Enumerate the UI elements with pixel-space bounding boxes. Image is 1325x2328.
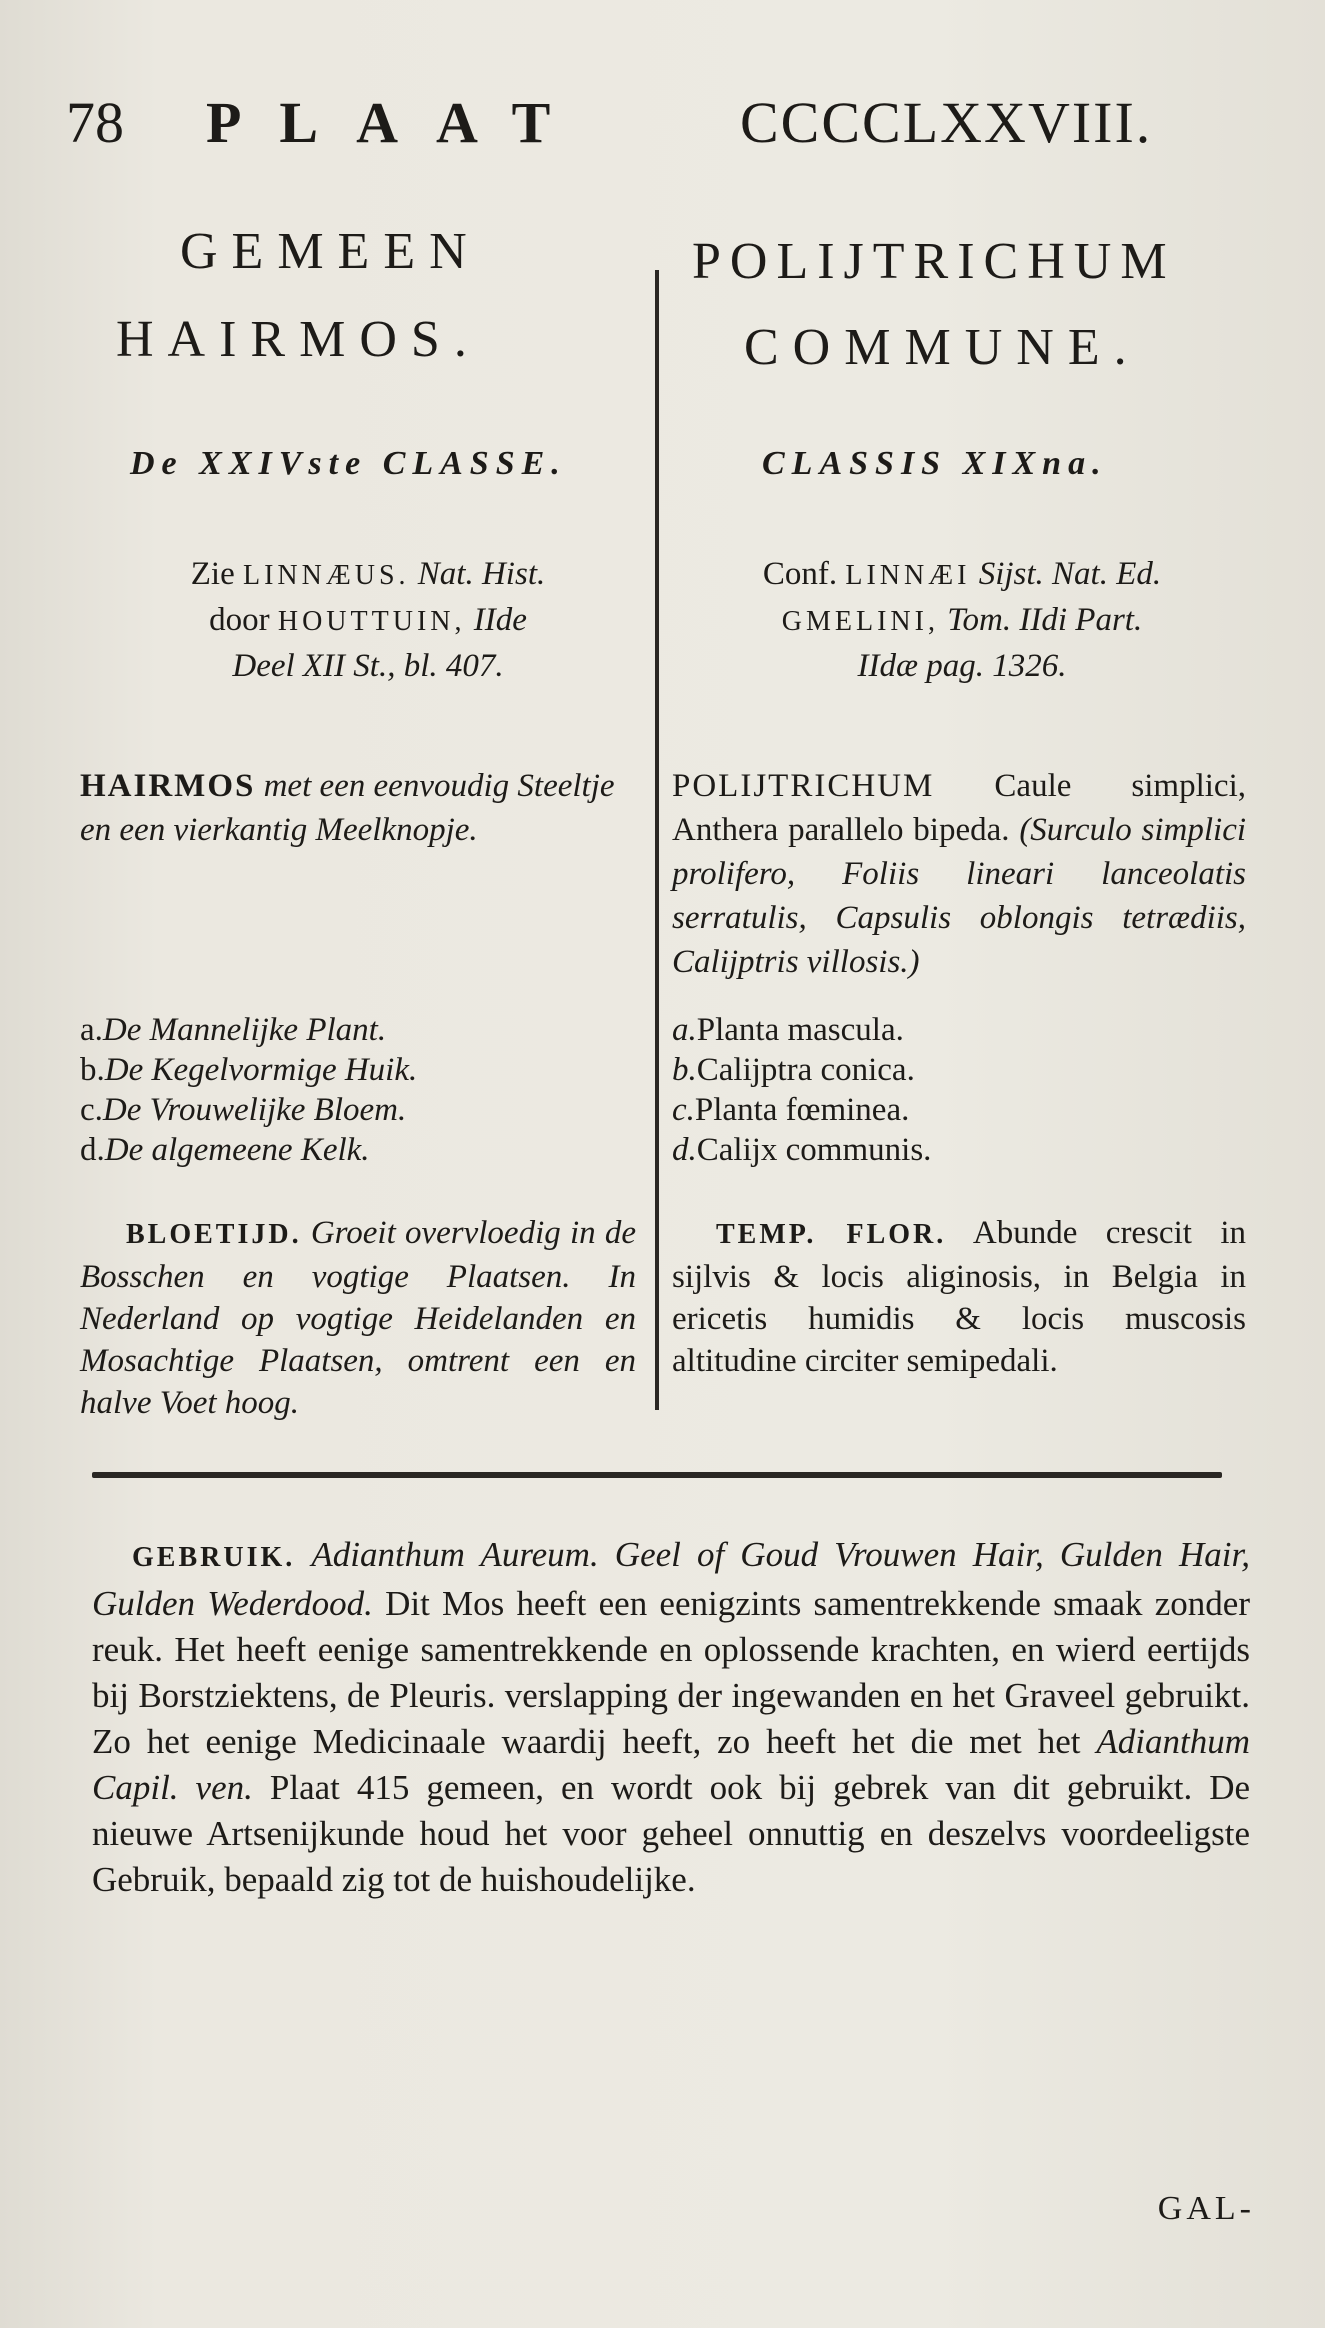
classis-word: CLASSIS <box>762 445 948 482</box>
section-rule <box>92 1472 1222 1478</box>
usage-text2: Plaat 415 gemeen, en wordt ook bij gebrek van dit gebruikt. De nieuwe Artsenijkunde houd het voor geheel onnuttig en deszelvs voordeeligste Gebruik, bepaald zig tot de huishoudelijke. <box>92 1768 1251 1899</box>
desc-paren: (Surculo simplici prolifero, Foliis lineari lanceolatis serratulis, Capsulis oblongis tetrædiis, Calijptris villosis.) <box>672 812 1247 980</box>
list-item: c.De Vrouwelijke Bloem. <box>80 1092 407 1128</box>
list-item: d.Calijx communis. <box>672 1132 932 1168</box>
list-item: b.Calijptra conica. <box>672 1052 915 1088</box>
list-item: a.De Mannelijke Plant. <box>80 1012 387 1048</box>
desc-rest: met een eenvoudig Steeltje en een vierkantig Meelknopje. <box>80 768 615 848</box>
dutch-bloeitijd <box>80 1212 636 1424</box>
latin-description <box>672 764 1246 984</box>
usage-label: GEBRUIK. <box>132 1542 296 1573</box>
latin-classis <box>762 444 1108 484</box>
desc-genus: HAIRMOS <box>80 768 256 804</box>
latin-title-line2: COMMUNE. <box>744 319 1141 376</box>
desc-genus: POLIJTRICHUM <box>672 768 935 804</box>
desc-rest: Caule simplici, Anthera parallelo bipeda. <box>672 768 1246 848</box>
ref-line3: IIdæ pag. 1326. <box>857 648 1067 684</box>
bloei-label: BLOETIJD. <box>126 1219 302 1250</box>
dutch-classe <box>130 444 567 484</box>
ref-deel: IIde <box>473 602 527 638</box>
classe-word: CLASSE. <box>382 445 567 482</box>
ref-tom: Tom. IIdi Part. <box>947 602 1143 638</box>
column-divider <box>655 270 659 1410</box>
list-item: d.De algemeene Kelk. <box>80 1132 370 1168</box>
latin-reference <box>672 552 1252 688</box>
list-item: a.Planta mascula. <box>672 1012 904 1048</box>
plate-word: PLAAT <box>206 90 589 155</box>
catchword: GAL- <box>1157 2190 1255 2227</box>
usage-paragraph <box>92 1532 1250 1903</box>
ref-author: LINNÆUS. <box>242 560 410 591</box>
classe-prefix: De XXIVste <box>130 445 368 482</box>
dutch-description <box>80 764 640 852</box>
latin-title-line1: POLIJTRICHUM <box>692 233 1176 290</box>
latin-tempflor <box>672 1212 1246 1382</box>
ref-line3: Deel XII St., bl. 407. <box>232 648 504 684</box>
page-header <box>66 88 1246 158</box>
usage-names: Adianthum Aureum. Geel of Goud Vrouwen Hair, Gulden Hair, Gulden Wederdood. <box>92 1535 1250 1623</box>
ref-author: LINNÆI <box>845 560 971 591</box>
ref-editor: GMELINI, <box>781 606 939 637</box>
plate-number: CCCCLXXVIII. <box>740 90 1153 155</box>
dutch-title-line2: HAIRMOS. <box>116 311 481 368</box>
flor-label: TEMP. FLOR. <box>716 1219 947 1250</box>
ref-translator: HOUTTUIN, <box>277 606 466 637</box>
list-item: c.Planta fœminea. <box>672 1092 910 1128</box>
list-item: b.De Kegelvormige Huik. <box>80 1052 418 1088</box>
bloei-text: Groeit overvloedig in de Bosschen en vogtige Plaatsen. In Nederland op vogtige Heidelanden en Mosachtige Plaatsen, omtrent een en halve Voet hoog. <box>80 1215 636 1421</box>
dutch-reference <box>98 552 638 688</box>
latin-parts-list <box>672 1010 931 1170</box>
page-number: 78 <box>66 90 124 155</box>
ref-conf: Conf. <box>762 556 838 592</box>
dutch-title-line1: GEMEEN <box>180 223 481 280</box>
ref-work: Sijst. Nat. Ed. <box>978 556 1162 592</box>
classis-suffix: XIXna. <box>962 445 1108 482</box>
ref-zie: Zie <box>190 556 235 592</box>
ref-work: Nat. Hist. <box>417 556 546 592</box>
usage-ref: Adianthum Capil. ven. <box>92 1722 1250 1807</box>
flor-text: Abunde crescit in sijlvis & locis aliginosis, in Belgia in ericetis humidis & locis muscosis altitudine circiter semipedali. <box>672 1215 1246 1379</box>
usage-text1: Dit Mos heeft een eenigzints samentrekkende smaak zonder reuk. Het heeft eenige samentrekkende en oplossende krachten, en wierd eertijds bij Borstziektens, de Pleuris. verslapping der ingewanden en het Graveel gebruikt. Zo het eenige Medicinaale waardij heeft, zo heeft het die met het <box>92 1584 1250 1761</box>
dutch-parts-list <box>80 1010 417 1170</box>
ref-door: door <box>209 602 270 638</box>
